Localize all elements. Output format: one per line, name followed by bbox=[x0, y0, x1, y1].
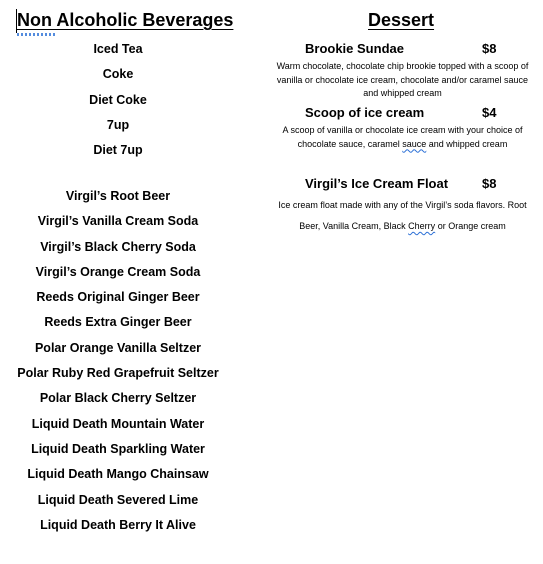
list-item: Coke bbox=[102, 67, 134, 82]
list-item: Liquid Death Mountain Water bbox=[31, 416, 205, 431]
dessert-item-header bbox=[270, 105, 535, 123]
dessert-item-description bbox=[270, 195, 535, 237]
list-item: Polar Black Cherry Seltzer bbox=[39, 391, 197, 406]
list-item: Virgil’s Vanilla Cream Soda bbox=[37, 214, 199, 229]
list-item: Polar Ruby Red Grapefruit Seltzer bbox=[17, 366, 219, 381]
spellcheck-word: sauce bbox=[402, 138, 427, 149]
list-item: Iced Tea bbox=[93, 42, 143, 56]
list-item: Reeds Original Ginger Beer bbox=[36, 290, 200, 305]
list-item: Liquid Death Berry It Alive bbox=[40, 517, 196, 532]
dessert-item-float bbox=[270, 176, 535, 237]
spellcheck-underline bbox=[17, 33, 57, 36]
desc-text: or Orange cream bbox=[435, 221, 506, 231]
list-item: Liquid Death Sparkling Water bbox=[31, 441, 205, 456]
dessert-item-price: $8 bbox=[482, 176, 497, 191]
dessert-item-name: Virgil’s Ice Cream Float bbox=[305, 176, 449, 191]
dessert-item-header bbox=[270, 176, 535, 194]
list-item: Virgil’s Root Beer bbox=[65, 189, 171, 203]
desc-text: Ice cream float made with any of the Virgil’s soda flavors. Root Beer, Vanilla Cream, Black bbox=[278, 200, 527, 231]
specialty-drinks-list bbox=[0, 184, 236, 538]
desc-text: A scoop of vanilla or chocolate ice cream with your choice of chocolate sauce, caramel bbox=[282, 125, 523, 149]
dessert-item-scoop bbox=[270, 105, 535, 151]
beverages-heading: Non Alcoholic Beverages bbox=[17, 10, 234, 30]
list-item: Polar Orange Vanilla Seltzer bbox=[34, 340, 202, 355]
dessert-item-brookie-sundae bbox=[270, 41, 535, 101]
list-item: 7up bbox=[106, 117, 130, 132]
dessert-item-price: $8 bbox=[482, 41, 497, 56]
dessert-item-name: Scoop of ice cream bbox=[305, 105, 425, 120]
list-item: Liquid Death Mango Chainsaw bbox=[27, 467, 209, 482]
list-item: Reeds Extra Ginger Beer bbox=[44, 315, 192, 330]
spellcheck-word: Cherry bbox=[408, 221, 436, 231]
list-item: Diet 7up bbox=[93, 143, 143, 158]
dessert-item-description: Warm chocolate, chocolate chip brookie topped with a scoop of vanilla or chocolate ice cream, chocolate and/or caramel sauce and whipped cream bbox=[276, 61, 529, 98]
basic-drinks-list bbox=[0, 37, 236, 163]
desc-text: and whipped cream bbox=[426, 138, 508, 149]
dessert-item-description bbox=[270, 124, 535, 151]
dessert-heading: Dessert bbox=[368, 10, 435, 30]
list-item: Liquid Death Severed Lime bbox=[37, 492, 199, 507]
list-item: Diet Coke bbox=[89, 92, 147, 107]
dessert-item-price: $4 bbox=[482, 105, 497, 120]
dessert-item-name: Brookie Sundae bbox=[305, 41, 404, 56]
list-item: Virgil’s Black Cherry Soda bbox=[40, 239, 196, 254]
dessert-item-header bbox=[270, 41, 535, 59]
list-item: Virgil’s Orange Cream Soda bbox=[35, 264, 201, 279]
